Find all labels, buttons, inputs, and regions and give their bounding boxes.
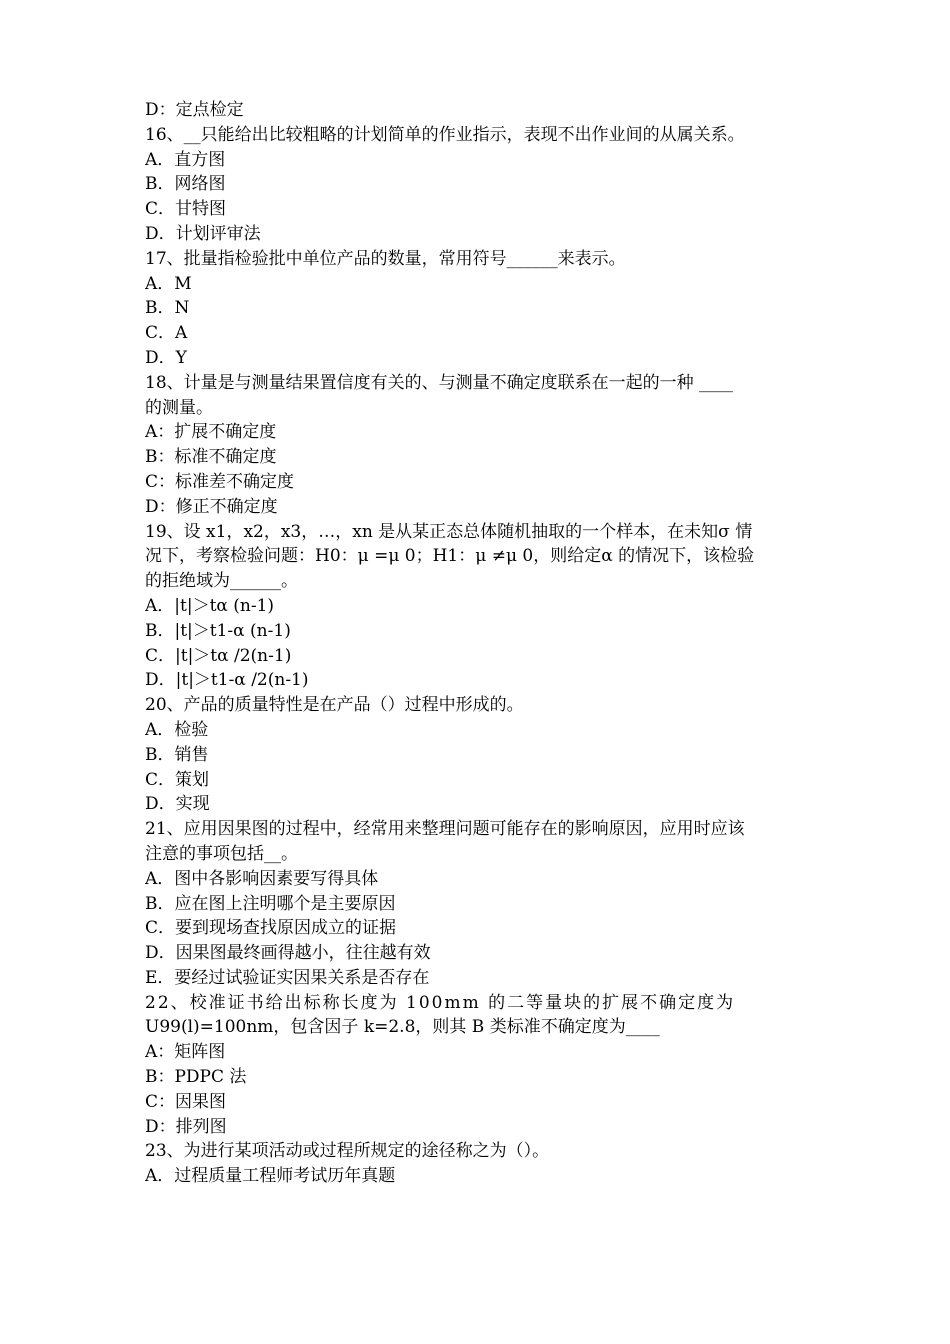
question-19-cont: 况下，考察检验问题：H0：μ =μ 0；H1：μ ≠μ 0，则给定α 的情况下，该检验	[145, 546, 755, 567]
option-line: D．|t|＞t1-α /2(n-1)	[145, 670, 309, 691]
question-19: 19、设 x1，x2，x3，…，xn 是从某正态总体随机抽取的一个样本，在未知σ 情	[145, 521, 753, 542]
option-line: C．策划	[145, 769, 210, 790]
question-17: 17、批量指检验批中单位产品的数量，常用符号______来表示。	[145, 248, 626, 269]
option-line: C：因果图	[145, 1091, 227, 1112]
option-line: B．网络图	[145, 174, 226, 195]
question-23: 23、为进行某项活动或过程所规定的途径称之为（）。	[145, 1141, 550, 1162]
option-line: A．直方图	[145, 149, 226, 170]
option-line: D．计划评审法	[145, 223, 261, 244]
question-21-cont: 注意的事项包括__。	[145, 843, 298, 864]
question-22: 22、校准证书给出标称长度为 100mm 的二等量块的扩展不确定度为	[145, 992, 736, 1013]
option-line: A．图中各影响因素要写得具体	[145, 868, 379, 889]
text-line: D：定点检定	[145, 100, 244, 120]
option-line: D．Y	[145, 347, 187, 368]
option-line: C．甘特图	[145, 199, 227, 220]
option-line: B．|t|＞t1-α (n-1)	[145, 620, 291, 641]
option-line: B．N	[145, 298, 190, 319]
option-line: A．检验	[145, 719, 209, 740]
question-22-cont: U99(l)=100nm，包含因子 k=2.8，则其 B 类标准不确定度为____	[145, 1017, 660, 1038]
question-21: 21、应用因果图的过程中，经常用来整理问题可能存在的影响原因，应用时应该	[145, 819, 745, 840]
option-line: D．实现	[145, 794, 210, 815]
option-line: C．|t|＞tα /2(n-1)	[145, 645, 292, 666]
option-line: B．销售	[145, 744, 209, 765]
question-18: 18、计量是与测量结果置信度有关的、与测量不确定度联系在一起的一种 ____	[145, 372, 734, 393]
option-line: E．要经过试验证实因果关系是否存在	[145, 967, 430, 988]
question-16: 16、__只能给出比较粗略的计划简单的作业指示，表现不出作业间的从属关系。	[145, 124, 745, 145]
option-line: D：排列图	[145, 1116, 227, 1137]
option-line: D：修正不确定度	[145, 496, 278, 517]
option-line: D．因果图最终画得越小，往往越有效	[145, 943, 431, 964]
option-line: C：标准差不确定度	[145, 471, 295, 492]
option-line: B．应在图上注明哪个是主要原因	[145, 893, 396, 914]
option-line: A：矩阵图	[145, 1042, 226, 1063]
option-line: C．要到现场查找原因成立的证据	[145, 918, 397, 939]
option-line: A：扩展不确定度	[145, 422, 277, 443]
option-line: A．过程质量工程师考试历年真题	[145, 1166, 396, 1187]
option-line: A．|t|＞tα (n-1)	[145, 595, 275, 616]
option-line: B：PDPC 法	[145, 1067, 247, 1088]
question-18-cont: 的测量。	[145, 397, 213, 418]
question-20: 20、产品的质量特性是在产品（）过程中形成的。	[145, 695, 524, 716]
question-19-cont: 的拒绝域为______。	[145, 571, 298, 592]
option-line: A．M	[145, 273, 192, 294]
document-body	[145, 98, 809, 1189]
option-line: C．A	[145, 323, 188, 344]
option-line: B：标准不确定度	[145, 447, 277, 468]
